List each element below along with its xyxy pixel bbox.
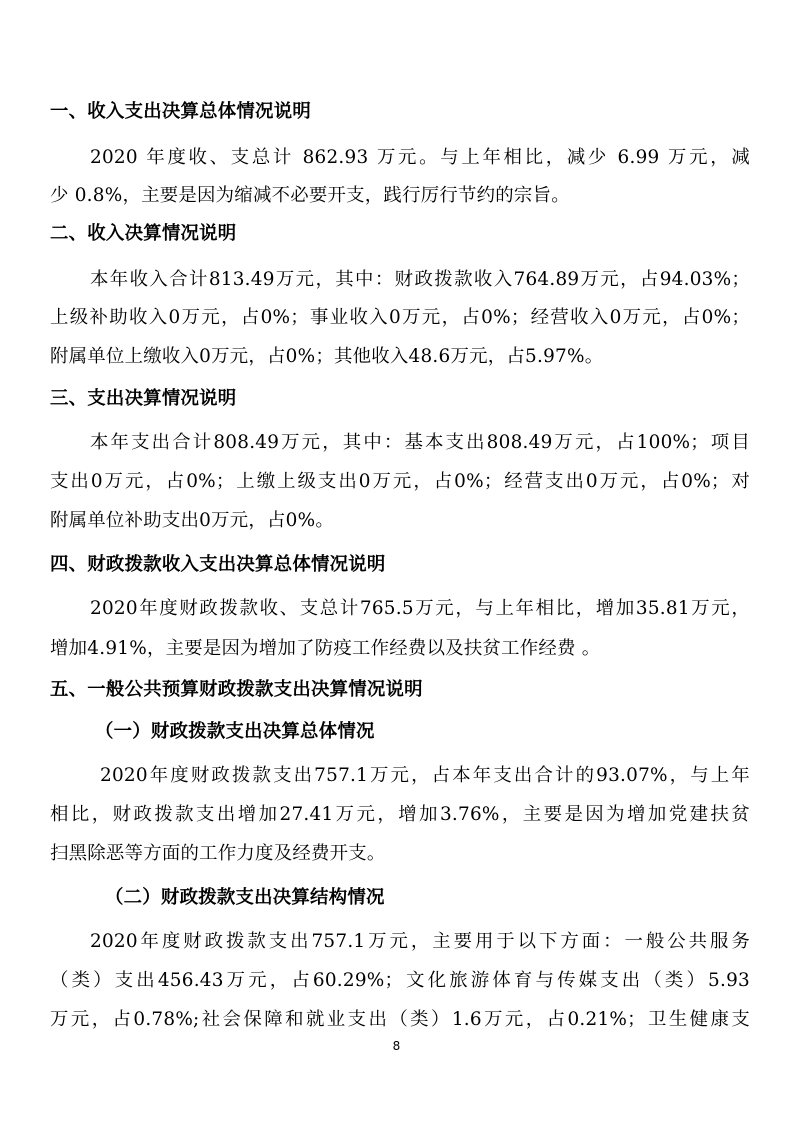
paragraph-line: （类）支出456.43万元，占60.29%；文化旅游体育与传媒支出（类）5.93	[50, 970, 750, 991]
paragraph-line: 上级补助收入0万元，占0%；事业收入0万元，占0%；经营收入0万元，占0%；	[50, 307, 750, 328]
paragraph-line: 增加4.91%，主要是因为增加了防疫工作经费以及扶贫工作经费 。	[50, 638, 601, 659]
paragraph-line: 附属单位上缴收入0万元，占0%；其他收入48.6万元，占5.97%。	[50, 346, 604, 367]
section-heading-4: 四、财政拨款收入支出决算总体情况说明	[50, 554, 386, 575]
paragraph-line: 相比，财政拨款支出增加27.41万元，增加3.76%，主要是因为增加党建扶贫	[50, 804, 750, 825]
paragraph-line: 2020 年度收、支总计 862.93 万元。与上年相比，减少 6.99 万元，减	[90, 147, 750, 168]
paragraph-line: 少 0.8%，主要是因为缩减不必要开支，践行厉行节约的宗旨。	[50, 185, 570, 206]
section-heading-3: 三、支出决算情况说明	[50, 388, 237, 409]
paragraph-line: 支出0万元，占0%；上缴上级支出0万元，占0%；经营支出0万元，占0%；对	[50, 471, 750, 492]
paragraph-line: 本年收入合计813.49万元，其中：财政拨款收入764.89万元，占94.03%；	[90, 269, 750, 290]
section-heading-5: 五、一般公共预算财政拨款支出决算情况说明	[50, 679, 423, 700]
paragraph-line: 扫黑除恶等方面的工作力度及经费开支。	[50, 843, 386, 864]
paragraph-line: 本年支出合计808.49万元，其中：基本支出808.49万元，占100%；项目	[90, 432, 750, 453]
paragraph-line: 万元，占0.78%;社会保障和就业支出（类）1.6万元，占0.21%；卫生健康支	[50, 1009, 750, 1030]
page-number: 8	[392, 1039, 401, 1053]
paragraph-line: 2020年度财政拨款收、支总计765.5万元，与上年相比，增加35.81万元，	[90, 598, 750, 619]
paragraph-line: 2020年度财政拨款支出757.1万元，主要用于以下方面：一般公共服务	[90, 931, 750, 952]
subsection-heading-2: （二）财政拨款支出决算结构情况	[105, 887, 385, 908]
subsection-heading-1: （一）财政拨款支出决算总体情况	[95, 721, 375, 742]
paragraph-line: 2020年度财政拨款支出757.1万元，占本年支出合计的93.07%，与上年	[100, 765, 750, 786]
paragraph-line: 附属单位补助支出0万元，占0%。	[50, 510, 334, 531]
section-heading-1: 一、收入支出决算总体情况说明	[50, 101, 311, 122]
section-heading-2: 二、收入决算情况说明	[50, 223, 237, 244]
